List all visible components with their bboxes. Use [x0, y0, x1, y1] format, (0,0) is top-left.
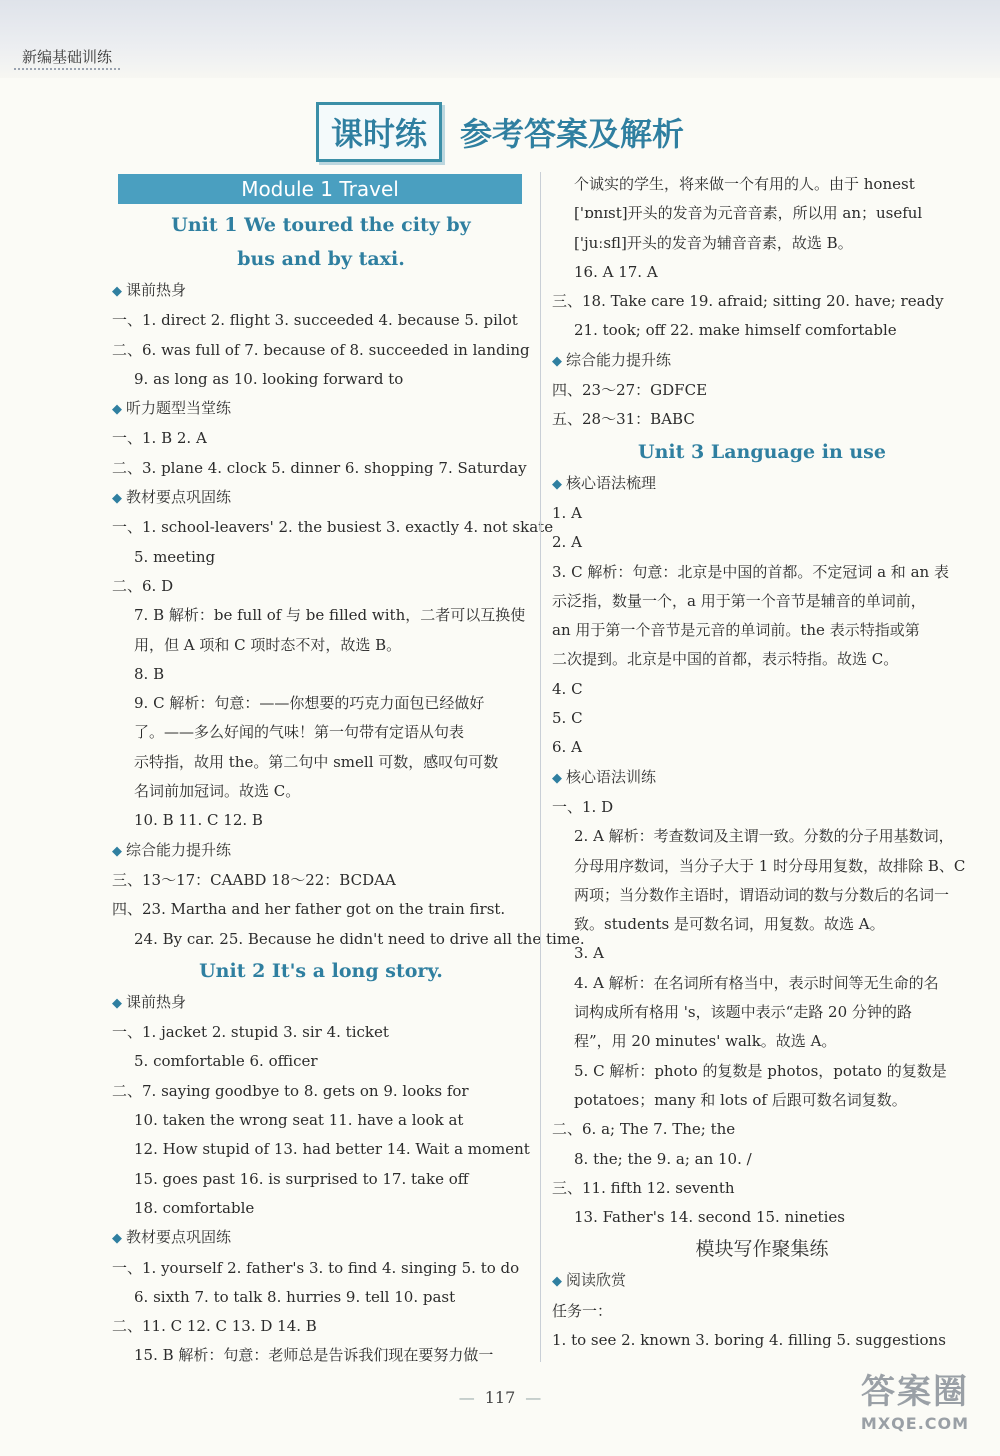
- answer-line: 10. B 11. C 12. B: [134, 811, 263, 830]
- answer-line: 四、23～27：GDFCE: [552, 381, 708, 400]
- section-label: 课前热身: [126, 992, 187, 1011]
- answer-line: 二、3. plane 4. clock 5. dinner 6. shopping 7. Saturday: [112, 458, 527, 477]
- section-label: 教材要点巩固练: [126, 488, 232, 507]
- section-label: 综合能力提升练: [126, 840, 232, 859]
- answer-line: 4. C: [552, 679, 583, 698]
- answer-line: 15. goes past 16. is surprised to 17. take off: [134, 1169, 469, 1188]
- section-label: 核心语法梳理: [566, 473, 657, 492]
- diamond-icon: ◆: [112, 284, 122, 299]
- answer-line: 程”，用 20 minutes' walk。故选 A。: [574, 1032, 837, 1051]
- diamond-icon: ◆: [552, 1274, 562, 1290]
- header-band: [0, 0, 1000, 78]
- answer-line: 24. By car. 25. Because he didn't need to drive all the time.: [134, 929, 585, 948]
- unit-heading: bus and by taxi.: [237, 248, 405, 270]
- answer-line: 词构成所有格用 's，该题中表示“走路 20 分钟的路: [574, 1003, 912, 1022]
- answer-line: 9. C 解析：句意：——你想要的巧克力面包已经做好: [134, 694, 485, 713]
- answer-line: ['ɒnɪst]开头的发音为元音音素，所以用 an；useful: [574, 204, 923, 223]
- answer-line: 三、13～17：CAABD 18～22：BCDAA: [112, 870, 396, 889]
- unit-heading: Unit 1 We toured the city by: [171, 214, 471, 236]
- answer-line: 示泛指，数量一个，a 用于第一个音节是辅音的单词前，: [552, 591, 926, 610]
- answer-line: an 用于第一个音节是元音的单词前。the 表示特指或第: [552, 621, 920, 640]
- diamond-icon: ◆: [112, 1231, 122, 1247]
- answer-line: 二、6. was full of 7. because of 8. succeeded in landing: [112, 340, 530, 359]
- answer-line: 10. taken the wrong seat 11. have a look at: [134, 1111, 464, 1130]
- section-label: 听力题型当堂练: [126, 399, 232, 418]
- answer-line: 五、28～31：BABC: [552, 410, 695, 429]
- answer-line: 个诚实的学生，将来做一个有用的人。由于 honest: [574, 175, 915, 193]
- answer-line: 分母用序数词，当分子大于 1 时分母用复数，故排除 B、C: [574, 856, 966, 875]
- answer-line: 3. A: [574, 944, 604, 963]
- answer-line: 两项；当分数作主语时，谓语动词的数与分数后的名词一: [574, 885, 950, 904]
- section-heading: [552, 346, 972, 376]
- diamond-icon: ◆: [552, 770, 562, 786]
- book-brand: 新编基础训练: [14, 46, 120, 70]
- answer-line: 二次提到。北京是中国的首都，表示特指。故选 C。: [552, 650, 899, 669]
- section-heading: [112, 483, 530, 513]
- diamond-icon: ◆: [112, 995, 122, 1011]
- watermark-top: 答案圈: [861, 1372, 969, 1412]
- answer-line: 5. C: [552, 709, 583, 728]
- answer-line: 二、7. saying goodbye to 8. gets on 9. looks for: [112, 1081, 469, 1100]
- answer-line: 二、11. C 12. C 13. D 14. B: [112, 1317, 317, 1336]
- answer-line: 1. A: [552, 503, 582, 522]
- answer-line: 12. How stupid of 13. had better 14. Wait a moment: [134, 1140, 530, 1159]
- answer-line: 致。students 是可数名词，用复数。故选 A。: [574, 915, 885, 934]
- section-label: 课前热身: [126, 281, 187, 299]
- section-heading: [552, 1266, 972, 1296]
- section-heading: [112, 836, 530, 866]
- page-title: [0, 102, 1000, 162]
- column-divider: [540, 172, 541, 1362]
- answer-line: 一、1. D: [552, 797, 614, 816]
- diamond-icon: ◆: [112, 491, 122, 507]
- answer-line: 3. C 解析：句意：北京是中国的首都。不定冠词 a 和 an 表: [552, 562, 949, 581]
- right-column: [552, 170, 972, 1355]
- answer-line: 8. B: [134, 664, 165, 683]
- watermark-bottom: MXQE.COM: [860, 1414, 970, 1433]
- answer-line: 示特指，故用 the。第二句中 smell 可数，感叹句可数: [134, 752, 499, 771]
- section-heading: [112, 988, 530, 1018]
- answer-line: 5. C 解析：photo 的复数是 photos，potato 的复数是: [574, 1061, 947, 1080]
- answer-line: 2. A 解析：考查数词及主谓一致。分数的分子用基数词，: [574, 827, 954, 846]
- answer-line: 三、11. fifth 12. seventh: [552, 1178, 735, 1197]
- answer-line: 名词前加冠词。故选 C。: [134, 782, 301, 801]
- diamond-icon: ◆: [552, 353, 562, 369]
- section-label: 核心语法训练: [566, 767, 657, 786]
- section-heading: [112, 276, 530, 306]
- answer-line: 2. A: [552, 533, 582, 552]
- section-heading: [112, 394, 530, 424]
- page-number: — 117 —: [458, 1388, 542, 1407]
- answer-line: 8. the; the 9. a; an 10. /: [574, 1149, 752, 1168]
- module-heading: Module 1 Travel: [118, 174, 522, 204]
- section-heading: [112, 1223, 530, 1253]
- diamond-icon: ◆: [112, 843, 122, 859]
- answer-line: 13. Father's 14. second 15. nineties: [574, 1208, 845, 1227]
- answer-line: 5. meeting: [134, 547, 216, 566]
- section-title: 模块写作聚集练: [695, 1238, 829, 1261]
- answer-line: 三、18. Take care 19. afraid; sitting 20. have; ready: [552, 292, 944, 311]
- section-label: 教材要点巩固练: [126, 1228, 232, 1247]
- answer-line: 6. sixth 7. to talk 8. hurries 9. tell 10. past: [134, 1287, 456, 1306]
- answer-line: 二、6. D: [112, 576, 174, 595]
- answer-line: ['juːsfl]开头的发音为辅音音素，故选 B。: [574, 233, 853, 252]
- section-label: 综合能力提升练: [566, 350, 672, 369]
- answer-line: 4. A 解析：在名词所有格当中，表示时间等无生命的名: [574, 973, 939, 992]
- answer-line: 用，但 A 项和 C 项时态不对，故选 B。: [134, 635, 402, 654]
- answer-line: 了。——多么好闻的气味！第一句带有定语从句表: [134, 723, 465, 742]
- answer-line: 15. B 解析：句意：老师总是告诉我们现在要努力做一: [134, 1346, 494, 1365]
- answer-line: 9. as long as 10. looking forward to: [134, 369, 404, 388]
- section-label: 阅读欣赏: [566, 1271, 627, 1290]
- answer-line: 1. to see 2. known 3. boring 4. filling 5. suggestions: [552, 1330, 946, 1349]
- answer-line: 5. comfortable 6. officer: [134, 1052, 318, 1071]
- page-number-text: 117: [484, 1388, 516, 1407]
- answer-line: potatoes；many 和 lots of 后跟可数名词复数。: [574, 1090, 907, 1109]
- title-rest: 参考答案及解析: [460, 115, 685, 153]
- answer-line: 一、1. B 2. A: [112, 429, 207, 448]
- answer-line: 6. A: [552, 738, 582, 757]
- answer-line: 7. B 解析：be full of 与 be filled with，二者可以互换使: [134, 606, 526, 625]
- answer-line: 一、1. direct 2. flight 3. succeeded 4. because 5. pilot: [112, 311, 518, 330]
- unit-heading: Unit 3 Language in use: [638, 440, 886, 463]
- answer-line: 四、23. Martha and her father got on the train first.: [112, 900, 506, 919]
- answer-line: 18. comfortable: [134, 1198, 255, 1217]
- answer-line: 一、1. jacket 2. stupid 3. sir 4. ticket: [112, 1023, 389, 1042]
- answer-line: 一、1. school-leavers' 2. the busiest 3. exactly 4. not skate: [112, 518, 554, 537]
- answer-line: 21. took; off 22. make himself comfortable: [574, 321, 897, 340]
- answer-line: 任务一：: [552, 1301, 613, 1320]
- site-watermark: [840, 1370, 990, 1450]
- unit-heading: Unit 2 It's a long story.: [199, 959, 443, 982]
- answer-line: 二、6. a; The 7. The; the: [552, 1120, 736, 1139]
- answer-line: 一、1. yourself 2. father's 3. to find 4. singing 5. to do: [112, 1258, 520, 1277]
- title-boxed: 课时练: [316, 102, 442, 162]
- diamond-icon: ◆: [552, 476, 562, 492]
- section-heading: [552, 469, 972, 499]
- section-heading: [552, 763, 972, 793]
- answer-line: 16. A 17. A: [574, 262, 658, 281]
- diamond-icon: ◆: [112, 402, 122, 418]
